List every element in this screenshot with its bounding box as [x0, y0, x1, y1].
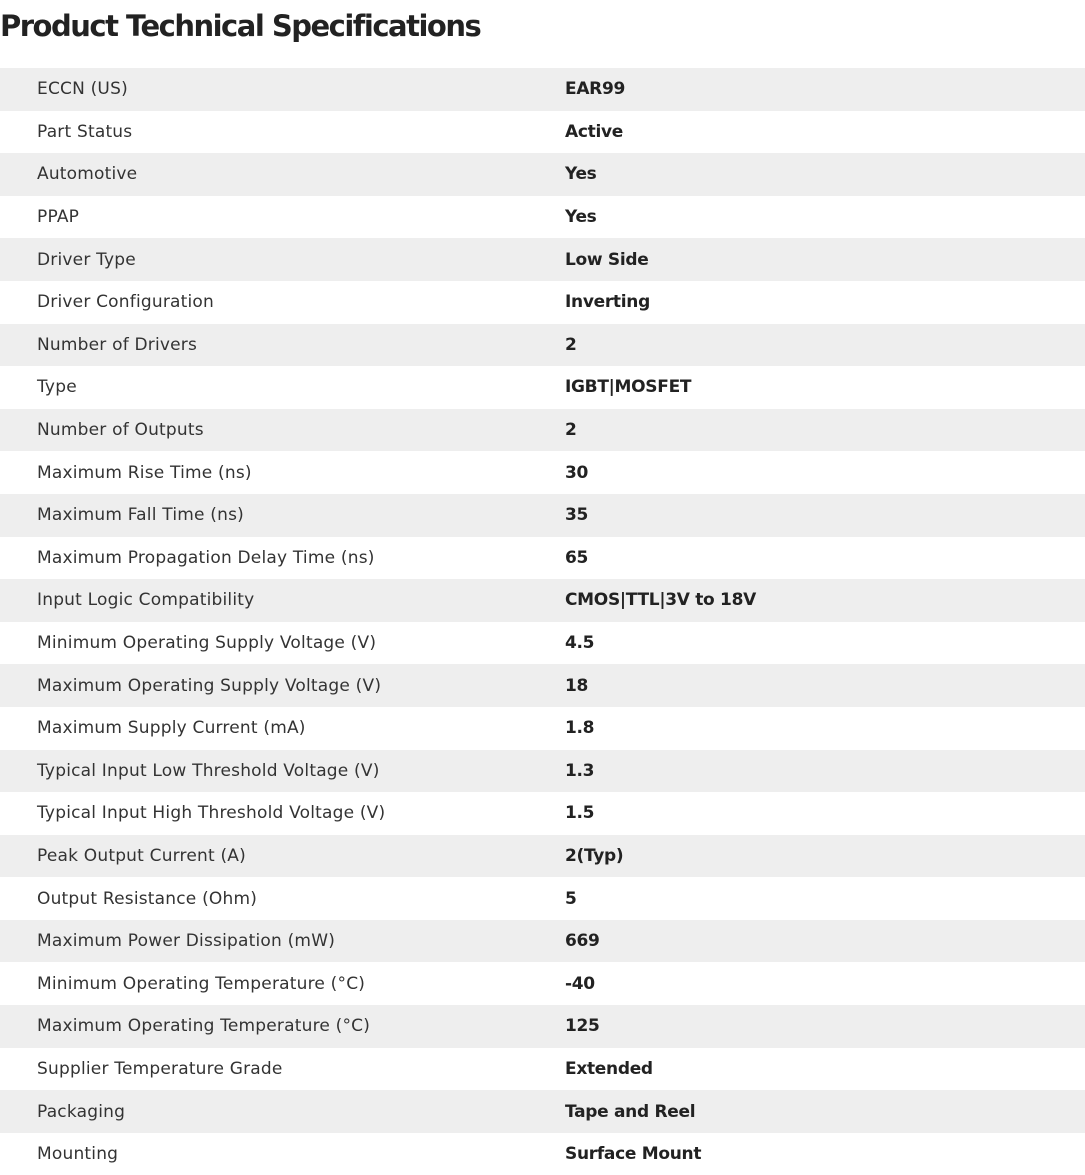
spec-row: [0, 792, 1085, 835]
spec-value: Inverting: [565, 281, 1085, 324]
spec-value: 18: [565, 664, 1085, 707]
spec-label: Peak Output Current (A): [0, 835, 565, 878]
spec-label: Driver Type: [0, 238, 565, 281]
spec-label: Number of Outputs: [0, 409, 565, 452]
spec-row: [0, 1090, 1085, 1133]
spec-label: PPAP: [0, 196, 565, 239]
spec-label: Number of Drivers: [0, 324, 565, 367]
spec-value: 2(Typ): [565, 835, 1085, 878]
spec-label: Maximum Fall Time (ns): [0, 494, 565, 537]
spec-row: [0, 494, 1085, 537]
spec-value: 35: [565, 494, 1085, 537]
spec-label: Part Status: [0, 111, 565, 154]
spec-row: [0, 196, 1085, 239]
spec-label: Driver Configuration: [0, 281, 565, 324]
spec-label: Packaging: [0, 1090, 565, 1133]
spec-row: [0, 1048, 1085, 1091]
spec-value: 125: [565, 1005, 1085, 1048]
spec-row: [0, 707, 1085, 750]
spec-label: Minimum Operating Supply Voltage (V): [0, 622, 565, 665]
spec-value: 2: [565, 409, 1085, 452]
spec-row: [0, 920, 1085, 963]
spec-row: [0, 153, 1085, 196]
spec-value: 669: [565, 920, 1085, 963]
spec-value: Yes: [565, 196, 1085, 239]
spec-label: Maximum Propagation Delay Time (ns): [0, 537, 565, 580]
spec-label: Typical Input High Threshold Voltage (V): [0, 792, 565, 835]
spec-row: [0, 409, 1085, 452]
spec-value: 1.8: [565, 707, 1085, 750]
spec-value: 65: [565, 537, 1085, 580]
spec-label: Maximum Operating Supply Voltage (V): [0, 664, 565, 707]
spec-row: [0, 622, 1085, 665]
spec-row: [0, 451, 1085, 494]
spec-row: [0, 366, 1085, 409]
spec-value: 2: [565, 324, 1085, 367]
spec-label: ECCN (US): [0, 68, 565, 111]
spec-row: [0, 750, 1085, 793]
spec-label: Maximum Power Dissipation (mW): [0, 920, 565, 963]
spec-label: Maximum Supply Current (mA): [0, 707, 565, 750]
spec-value: Tape and Reel: [565, 1090, 1085, 1133]
spec-row: [0, 324, 1085, 367]
spec-value: Active: [565, 111, 1085, 154]
spec-label: Type: [0, 366, 565, 409]
spec-value: 30: [565, 451, 1085, 494]
spec-value: Yes: [565, 153, 1085, 196]
spec-row: [0, 962, 1085, 1005]
spec-value: 1.3: [565, 750, 1085, 793]
spec-table-body: [0, 68, 1085, 1175]
page-title: Product Technical Specifications: [0, 9, 481, 43]
spec-label: Supplier Temperature Grade: [0, 1048, 565, 1091]
spec-row: [0, 111, 1085, 154]
spec-value: 1.5: [565, 792, 1085, 835]
spec-row: [0, 664, 1085, 707]
spec-value: IGBT|MOSFET: [565, 366, 1085, 409]
spec-value: Low Side: [565, 238, 1085, 281]
spec-row: [0, 877, 1085, 920]
spec-label: Output Resistance (Ohm): [0, 877, 565, 920]
spec-label: Minimum Operating Temperature (°C): [0, 962, 565, 1005]
spec-label: Mounting: [0, 1133, 565, 1175]
spec-row: [0, 579, 1085, 622]
spec-label: Typical Input Low Threshold Voltage (V): [0, 750, 565, 793]
spec-label: Automotive: [0, 153, 565, 196]
spec-label: Input Logic Compatibility: [0, 579, 565, 622]
spec-row: [0, 68, 1085, 111]
spec-value: Extended: [565, 1048, 1085, 1091]
spec-row: [0, 537, 1085, 580]
spec-row: [0, 1005, 1085, 1048]
spec-value: 5: [565, 877, 1085, 920]
spec-label: Maximum Operating Temperature (°C): [0, 1005, 565, 1048]
spec-value: Surface Mount: [565, 1133, 1085, 1175]
spec-value: EAR99: [565, 68, 1085, 111]
spec-label: Maximum Rise Time (ns): [0, 451, 565, 494]
spec-row: [0, 835, 1085, 878]
spec-row: [0, 281, 1085, 324]
spec-value: 4.5: [565, 622, 1085, 665]
spec-value: -40: [565, 962, 1085, 1005]
spec-row: [0, 238, 1085, 281]
spec-value: CMOS|TTL|3V to 18V: [565, 579, 1085, 622]
spec-table: [0, 68, 1085, 1175]
